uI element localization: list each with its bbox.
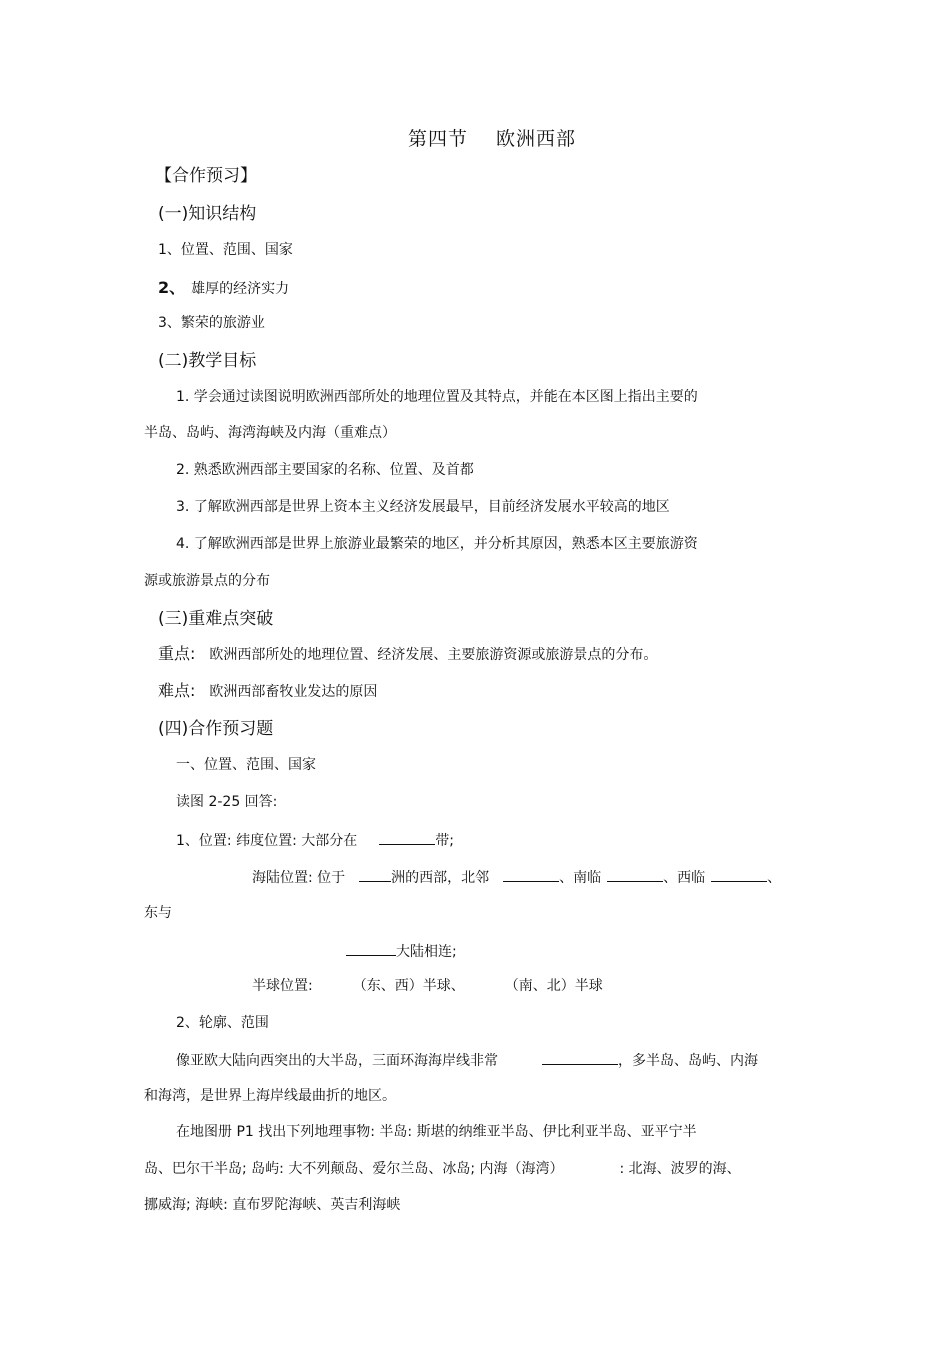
key-label: 重点: (158, 644, 196, 663)
blank-climate-zone[interactable] (379, 830, 435, 845)
question-1-latitude: 1、位置: 纬度位置: 大部分在 带; (176, 830, 454, 850)
goal-4a: 4. 了解欧洲西部是世界上旅游业最繁荣的地区，并分析其原因，熟悉本区主要旅游资 (176, 536, 698, 552)
goals-heading: (二)教学目标 (158, 351, 257, 371)
exercise-read: 读图 2-25 回答: (176, 794, 278, 810)
outline-line-1: 像亚欧大陆向西突出的大半岛，三面环海海岸线非常 ，多半岛、岛屿、内海 (176, 1050, 758, 1070)
goal-1a: 1. 学会通过读图说明欧洲西部所处的地理位置及其特点，并能在本区图上指出主要的 (176, 389, 698, 405)
goal-2: 2. 熟悉欧洲西部主要国家的名称、位置、及首都 (176, 462, 474, 478)
question-1-connect: 大陆相连; (346, 941, 457, 961)
goal-1b: 半岛、岛屿、海湾海峡及内海（重难点） (144, 425, 396, 441)
blank-north-border[interactable] (503, 867, 559, 882)
knowledge-heading: (一)知识结构 (158, 204, 257, 224)
preview-heading: 【合作预习】 (155, 166, 257, 186)
knowledge-item-2: 2、 雄厚的经济实力 (158, 278, 290, 297)
map-line-3: 挪威海; 海峡: 直布罗陀海峡、英吉利海峡 (144, 1197, 401, 1213)
blank-east-continent[interactable] (346, 941, 396, 956)
page-title (408, 127, 576, 151)
hard-label: 难点: (158, 681, 196, 700)
blank-continent[interactable] (359, 867, 391, 882)
exercise-heading: (四)合作预习题 (158, 719, 274, 739)
hard-text: 欧洲西部畜牧业发达的原因 (209, 684, 378, 700)
blank-coastline[interactable] (542, 1050, 618, 1065)
map-line-2: 岛、巴尔干半岛; 岛屿: 大不列颠岛、爱尔兰岛、冰岛; 内海（海湾） : 北海、波罗的海、 (144, 1161, 741, 1177)
outline-line-2: 和海湾，是世界上海岸线最曲折的地区。 (144, 1088, 396, 1104)
question-1-hemisphere: 半球位置: （东、西）半球、 （南、北）半球 (252, 978, 603, 994)
key-text: 欧洲西部所处的地理位置、经济发展、主要旅游资源或旅游景点的分布。 (209, 647, 658, 663)
question-2: 2、轮廓、范围 (176, 1015, 269, 1031)
question-1-sea-land: 海陆位置: 位于 洲的西部，北邻 、南临 、西临 、 (252, 867, 781, 887)
map-line-1: 在地图册 P1 找出下列地理事物: 半岛: 斯堪的纳维亚半岛、伊比利亚半岛、亚平宁半 (176, 1124, 697, 1140)
blank-south-border[interactable] (607, 867, 663, 882)
exercise-sub1: 一、位置、范围、国家 (176, 757, 316, 773)
knowledge-item-1: 1、位置、范围、国家 (158, 242, 293, 258)
goal-3: 3. 了解欧洲西部是世界上资本主义经济发展最早，目前经济发展水平较高的地区 (176, 499, 670, 515)
section-number: 第四节 (408, 128, 469, 150)
blank-west-border[interactable] (711, 867, 767, 882)
hard-point (158, 682, 377, 701)
key-point (158, 645, 657, 664)
goal-4b: 源或旅游景点的分布 (144, 573, 270, 589)
section-name: 欧洲西部 (496, 128, 577, 150)
keypoints-heading: (三)重难点突破 (158, 609, 274, 629)
knowledge-item-3: 3、繁荣的旅游业 (158, 315, 265, 331)
question-1-east: 东与 (144, 905, 172, 921)
